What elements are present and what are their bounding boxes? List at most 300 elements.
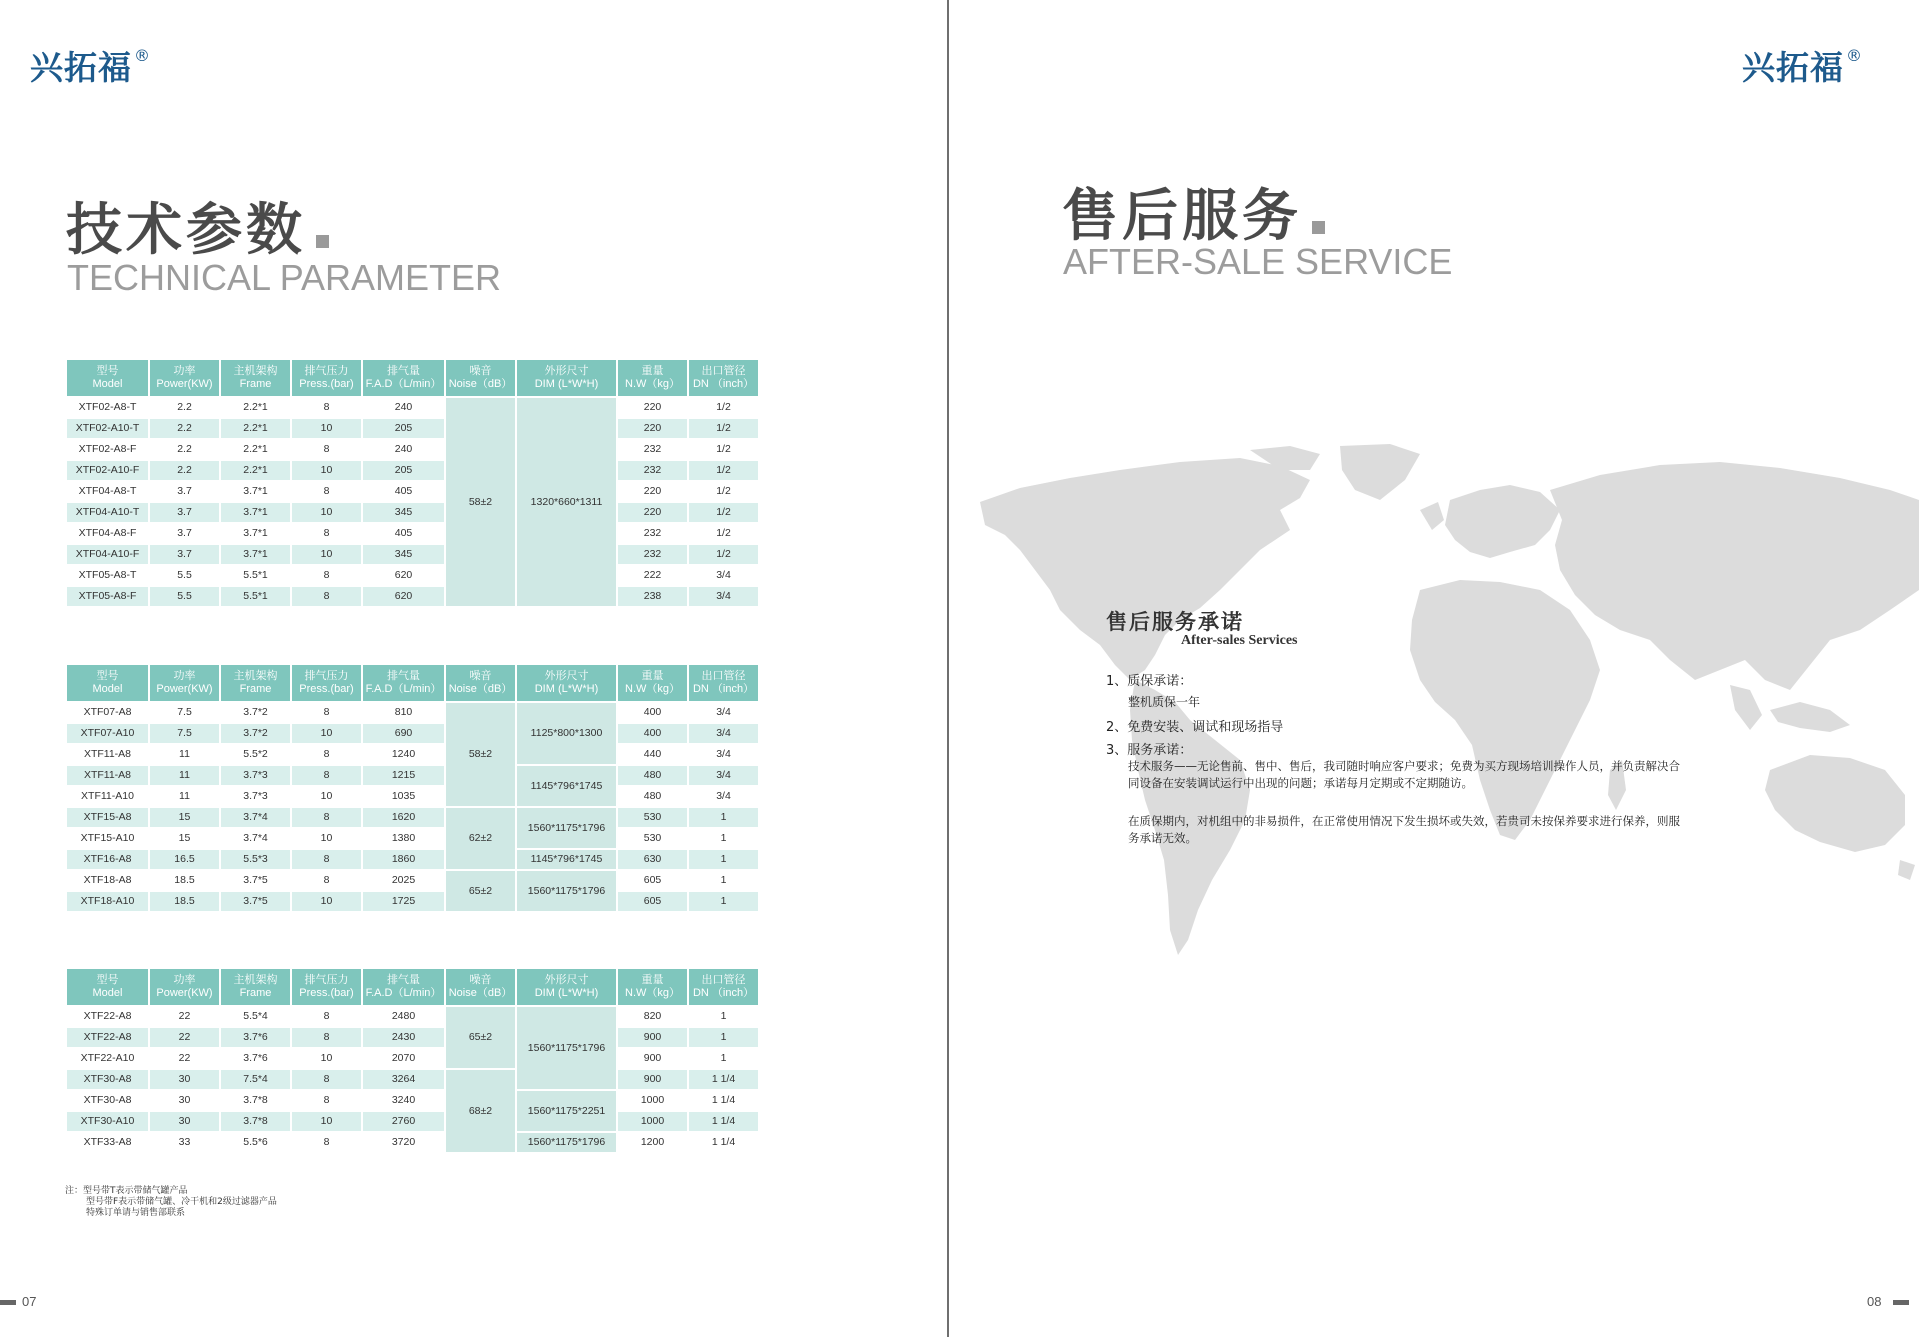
table-cell: 30 xyxy=(149,1069,220,1090)
table-cell: 16.5 xyxy=(149,849,220,870)
table-cell: 2.2 xyxy=(149,397,220,418)
table-cell: 3240 xyxy=(362,1090,445,1111)
table-cell: 5.5*1 xyxy=(220,565,291,586)
table-cell: 2.2*1 xyxy=(220,460,291,481)
page-subtitle: TECHNICAL PARAMETER xyxy=(67,257,502,298)
page-title-right-text: 售后服务 xyxy=(1062,184,1302,249)
note-line-2: 型号带F表示带储气罐、冷干机和2级过滤器产品 xyxy=(86,1197,277,1207)
table-row xyxy=(66,544,759,565)
table-cell: 2760 xyxy=(362,1111,445,1132)
table-cell: 3.7 xyxy=(149,502,220,523)
table-cell: XTF22-A8 xyxy=(66,1027,149,1048)
table-cell: 220 xyxy=(617,418,688,439)
column-header xyxy=(149,664,220,702)
table-cell: 3.7*3 xyxy=(220,765,291,786)
table-cell: 1 xyxy=(688,891,759,912)
column-header xyxy=(362,968,445,1006)
column-header-en: Press.(bar) xyxy=(299,683,354,695)
world-map-illustration xyxy=(950,440,1919,960)
column-header-cn: 排气压力 xyxy=(304,670,349,682)
page-title-text: 技术参数 xyxy=(66,198,306,263)
table-cell: 1240 xyxy=(362,744,445,765)
column-header xyxy=(220,968,291,1006)
table-row xyxy=(66,1132,759,1153)
table-cell: 3.7*6 xyxy=(220,1027,291,1048)
table-cell: 1560*1175*1796 xyxy=(516,1132,617,1153)
table-cell: 5.5 xyxy=(149,586,220,607)
table-cell: 1/2 xyxy=(688,523,759,544)
table-cell: 30 xyxy=(149,1111,220,1132)
table-cell: 232 xyxy=(617,544,688,565)
column-header-cn: 出口管径 xyxy=(701,974,746,986)
table-cell: 3264 xyxy=(362,1069,445,1090)
note-line-1: 注：型号带T表示带储气罐产品 xyxy=(65,1186,188,1196)
table-cell: 10 xyxy=(291,502,362,523)
table-cell: 3/4 xyxy=(688,565,759,586)
column-header xyxy=(362,359,445,397)
table-cell: 400 xyxy=(617,723,688,744)
brand-logo xyxy=(30,42,151,89)
table-cell: XTF02-A8-F xyxy=(66,439,149,460)
table-cell: 58±2 xyxy=(445,397,516,607)
table-cell: 10 xyxy=(291,723,362,744)
table-cell: 220 xyxy=(617,397,688,418)
table-cell: 3/4 xyxy=(688,786,759,807)
column-header xyxy=(688,359,759,397)
column-header-cn: 外形尺寸 xyxy=(544,365,589,377)
column-header-en: Power(KW) xyxy=(156,683,213,695)
page-subtitle-right: AFTER-SALE SERVICE xyxy=(1063,241,1453,282)
table-cell: XTF11-A10 xyxy=(66,786,149,807)
table-cell: 205 xyxy=(362,460,445,481)
service-paragraph-1: 技术服务——无论售前、售中、售后，我司随时响应客户要求；免费为买方现场培训操作人员，并负责解决合同设备在安装调试运行中出现的问题；承诺每月定期或不定期随访。 xyxy=(1128,759,1680,790)
column-header-en: Press.(bar) xyxy=(299,987,354,999)
table-cell: 2025 xyxy=(362,870,445,891)
table-cell: XTF18-A10 xyxy=(66,891,149,912)
table-cell: 68±2 xyxy=(445,1069,516,1153)
column-header-cn: 型号 xyxy=(96,365,119,377)
table-cell: 2.2*1 xyxy=(220,418,291,439)
column-header-cn: 外形尺寸 xyxy=(544,670,589,682)
table-cell: 8 xyxy=(291,586,362,607)
column-header-cn: 功率 xyxy=(173,974,196,986)
note-line-3: 特殊订单请与销售部联系 xyxy=(86,1208,186,1218)
page-marker-icon xyxy=(0,1300,16,1305)
column-header-cn: 功率 xyxy=(173,365,196,377)
column-header xyxy=(362,664,445,702)
table-row xyxy=(66,523,759,544)
table-cell: XTF05-A8-T xyxy=(66,565,149,586)
table-cell: 345 xyxy=(362,502,445,523)
table-cell: 8 xyxy=(291,702,362,723)
table-row xyxy=(66,1048,759,1069)
page-divider xyxy=(947,0,949,1337)
table-cell: 1 xyxy=(688,1027,759,1048)
table-cell: 1/2 xyxy=(688,460,759,481)
table-cell: 1 xyxy=(688,870,759,891)
table-cell: 1 xyxy=(688,1006,759,1027)
table-cell: 405 xyxy=(362,481,445,502)
service-section-title: 售后服务承诺 xyxy=(1106,610,1244,634)
table-cell: 7.5 xyxy=(149,702,220,723)
table-cell: 480 xyxy=(617,786,688,807)
table-cell: 1 xyxy=(688,1048,759,1069)
table-cell: 1200 xyxy=(617,1132,688,1153)
table-cell: 10 xyxy=(291,891,362,912)
table-cell: 33 xyxy=(149,1132,220,1153)
right-page xyxy=(950,0,1919,1337)
table-cell: 1/2 xyxy=(688,502,759,523)
table-row xyxy=(66,891,759,912)
column-header xyxy=(617,664,688,702)
table-cell: XTF02-A8-T xyxy=(66,397,149,418)
table-cell: 1 xyxy=(688,849,759,870)
table-row xyxy=(66,828,759,849)
table-cell: 1035 xyxy=(362,786,445,807)
table-cell: 900 xyxy=(617,1069,688,1090)
column-header-en: DIM (L*W*H) xyxy=(534,683,599,695)
column-header-cn: 排气量 xyxy=(387,365,420,377)
column-header-en: DN （inch） xyxy=(692,378,755,390)
table-cell: 205 xyxy=(362,418,445,439)
table-cell: 1/2 xyxy=(688,418,759,439)
table-cell: 3.7*5 xyxy=(220,891,291,912)
table-cell: 22 xyxy=(149,1006,220,1027)
table-cell: 3.7*6 xyxy=(220,1048,291,1069)
table-cell: 1560*1175*1796 xyxy=(516,870,617,912)
table-cell: XTF30-A10 xyxy=(66,1111,149,1132)
table-cell: 10 xyxy=(291,544,362,565)
table-cell: 8 xyxy=(291,870,362,891)
spec-table-3 xyxy=(65,967,760,1154)
table-cell: 3.7*8 xyxy=(220,1111,291,1132)
column-header-en: Model xyxy=(92,683,123,695)
table-cell: 900 xyxy=(617,1048,688,1069)
title-square-icon-right xyxy=(1312,221,1325,234)
column-header-cn: 排气量 xyxy=(387,974,420,986)
table-cell: 3720 xyxy=(362,1132,445,1153)
left-page xyxy=(0,0,948,1337)
table-cell: XTF15-A8 xyxy=(66,807,149,828)
title-square-icon xyxy=(316,235,329,248)
table-cell: XTF02-A10-F xyxy=(66,460,149,481)
table-row xyxy=(66,849,759,870)
table-cell: XTF30-A8 xyxy=(66,1090,149,1111)
column-header xyxy=(149,359,220,397)
column-header xyxy=(445,359,516,397)
table-cell: 10 xyxy=(291,1111,362,1132)
table-cell: 3.7 xyxy=(149,544,220,565)
table-row xyxy=(66,870,759,891)
column-header-en: N.W（kg） xyxy=(625,987,680,999)
table-cell: 2070 xyxy=(362,1048,445,1069)
service-item-1: 1、质保承诺： xyxy=(1106,674,1193,689)
column-header-cn: 主机架构 xyxy=(233,670,278,682)
table-cell: 2.2 xyxy=(149,418,220,439)
column-header-en: N.W（kg） xyxy=(625,683,680,695)
table-cell: 8 xyxy=(291,439,362,460)
table-cell: 630 xyxy=(617,849,688,870)
table-cell: 1/2 xyxy=(688,439,759,460)
table-cell: 3.7*1 xyxy=(220,481,291,502)
table-cell: 15 xyxy=(149,828,220,849)
table-row xyxy=(66,807,759,828)
table-row xyxy=(66,502,759,523)
table-cell: 530 xyxy=(617,807,688,828)
table-cell: 1 1/4 xyxy=(688,1069,759,1090)
table-cell: 5.5*4 xyxy=(220,1006,291,1027)
table-row xyxy=(66,439,759,460)
table-cell: 3/4 xyxy=(688,702,759,723)
table-row xyxy=(66,1027,759,1048)
service-item-3: 3、服务承诺： xyxy=(1106,743,1193,758)
table-cell: 480 xyxy=(617,765,688,786)
column-header-en: Frame xyxy=(239,987,272,999)
column-header-cn: 噪音 xyxy=(469,974,492,986)
column-header-en: N.W（kg） xyxy=(625,378,680,390)
table-row xyxy=(66,1069,759,1090)
table-cell: 3.7*8 xyxy=(220,1090,291,1111)
table-cell: 5.5*3 xyxy=(220,849,291,870)
table-cell: 2.2 xyxy=(149,460,220,481)
column-header xyxy=(220,664,291,702)
table-cell: 820 xyxy=(617,1006,688,1027)
table-cell: 345 xyxy=(362,544,445,565)
column-header-en: Noise（dB） xyxy=(448,987,513,999)
table-cell: 11 xyxy=(149,786,220,807)
table-cell: 1 1/4 xyxy=(688,1090,759,1111)
table-cell: 2480 xyxy=(362,1006,445,1027)
column-header xyxy=(220,359,291,397)
column-header-en: Power(KW) xyxy=(156,987,213,999)
table-cell: 10 xyxy=(291,418,362,439)
table-cell: 1 xyxy=(688,828,759,849)
table-cell: XTF15-A10 xyxy=(66,828,149,849)
table-cell: XTF07-A8 xyxy=(66,702,149,723)
column-header xyxy=(66,664,149,702)
table-cell: 232 xyxy=(617,523,688,544)
table-cell: 62±2 xyxy=(445,807,516,870)
table-cell: 22 xyxy=(149,1027,220,1048)
table-cell: 7.5 xyxy=(149,723,220,744)
table-cell: 3.7*5 xyxy=(220,870,291,891)
table-cell: 220 xyxy=(617,481,688,502)
table-row xyxy=(66,744,759,765)
service-item-1-detail: 整机质保一年 xyxy=(1128,695,1201,709)
column-header-cn: 出口管径 xyxy=(701,670,746,682)
table-cell: 8 xyxy=(291,523,362,544)
table-cell: XTF33-A8 xyxy=(66,1132,149,1153)
column-header xyxy=(291,968,362,1006)
table-cell: 5.5*2 xyxy=(220,744,291,765)
table-cell: 10 xyxy=(291,1048,362,1069)
table-cell: 2430 xyxy=(362,1027,445,1048)
table-cell: 3.7*2 xyxy=(220,723,291,744)
table-cell: 10 xyxy=(291,786,362,807)
table-cell: 8 xyxy=(291,1090,362,1111)
table-cell: 3.7 xyxy=(149,481,220,502)
table-cell: 222 xyxy=(617,565,688,586)
table-cell: 1000 xyxy=(617,1111,688,1132)
table-cell: 30 xyxy=(149,1090,220,1111)
table-cell: 620 xyxy=(362,565,445,586)
table-cell: 11 xyxy=(149,744,220,765)
table-cell: 605 xyxy=(617,870,688,891)
registered-mark: ® xyxy=(134,46,151,65)
table-cell: 1320*660*1311 xyxy=(516,397,617,607)
column-header-en: Power(KW) xyxy=(156,378,213,390)
column-header xyxy=(688,664,759,702)
table-note xyxy=(65,1186,277,1219)
table-cell: XTF04-A8-T xyxy=(66,481,149,502)
table-row xyxy=(66,586,759,607)
table-cell: 8 xyxy=(291,1069,362,1090)
table-cell: 1 xyxy=(688,807,759,828)
table-row xyxy=(66,565,759,586)
table-cell: 232 xyxy=(617,439,688,460)
column-header-en: DIM (L*W*H) xyxy=(534,987,599,999)
column-header-cn: 型号 xyxy=(96,670,119,682)
table-cell: 1215 xyxy=(362,765,445,786)
column-header-en: Press.(bar) xyxy=(299,378,354,390)
table-cell: 3.7*4 xyxy=(220,828,291,849)
table-row xyxy=(66,1090,759,1111)
table-cell: 605 xyxy=(617,891,688,912)
column-header-en: Frame xyxy=(239,378,272,390)
column-header-cn: 重量 xyxy=(641,365,664,377)
page-number: 07 xyxy=(22,1294,37,1309)
table-cell: 3.7*1 xyxy=(220,523,291,544)
table-cell: 440 xyxy=(617,744,688,765)
table-cell: XTF04-A10-T xyxy=(66,502,149,523)
column-header-cn: 噪音 xyxy=(469,365,492,377)
table-cell: XTF18-A8 xyxy=(66,870,149,891)
table-cell: 3/4 xyxy=(688,765,759,786)
table-cell: 240 xyxy=(362,397,445,418)
column-header xyxy=(291,359,362,397)
column-header xyxy=(617,968,688,1006)
spec-table-2 xyxy=(65,663,760,913)
brand-logo-right xyxy=(1742,42,1863,89)
column-header xyxy=(66,968,149,1006)
table-cell: 400 xyxy=(617,702,688,723)
table-row xyxy=(66,723,759,744)
column-header-cn: 型号 xyxy=(96,974,119,986)
table-cell: 1560*1175*2251 xyxy=(516,1090,617,1132)
table-cell: 810 xyxy=(362,702,445,723)
column-header xyxy=(688,968,759,1006)
table-cell: 2.2*1 xyxy=(220,397,291,418)
table-cell: 1145*796*1745 xyxy=(516,765,617,807)
table-cell: 3/4 xyxy=(688,744,759,765)
column-header-cn: 出口管径 xyxy=(701,365,746,377)
page-title xyxy=(66,186,329,266)
table-cell: 1 1/4 xyxy=(688,1111,759,1132)
table-cell: XTF11-A8 xyxy=(66,765,149,786)
logo-text: 兴拓福 xyxy=(30,48,132,87)
column-header-cn: 排气压力 xyxy=(304,365,349,377)
table-cell: 10 xyxy=(291,828,362,849)
table-cell: 530 xyxy=(617,828,688,849)
table-cell: 3/4 xyxy=(688,723,759,744)
column-header xyxy=(66,359,149,397)
table-cell: 65±2 xyxy=(445,870,516,912)
table-cell: 8 xyxy=(291,765,362,786)
table-cell: 2.2 xyxy=(149,439,220,460)
table-cell: 1860 xyxy=(362,849,445,870)
table-cell: XTF04-A10-F xyxy=(66,544,149,565)
table-cell: 58±2 xyxy=(445,702,516,807)
column-header-en: Noise（dB） xyxy=(448,683,513,695)
table-cell: 8 xyxy=(291,1006,362,1027)
table-cell: 238 xyxy=(617,586,688,607)
column-header-en: DN （inch） xyxy=(692,683,755,695)
table-cell: 1560*1175*1796 xyxy=(516,807,617,849)
column-header-en: DN （inch） xyxy=(692,987,755,999)
table-cell: XTF22-A10 xyxy=(66,1048,149,1069)
table-cell: 8 xyxy=(291,397,362,418)
table-cell: 1145*796*1745 xyxy=(516,849,617,870)
table-cell: 3.7*1 xyxy=(220,544,291,565)
table-row xyxy=(66,481,759,502)
table-row xyxy=(66,397,759,418)
registered-mark-right: ® xyxy=(1846,46,1863,65)
service-item-2: 2、免费安装、调试和现场指导 xyxy=(1106,720,1284,735)
column-header-cn: 噪音 xyxy=(469,670,492,682)
table-cell: 405 xyxy=(362,523,445,544)
table-cell: 8 xyxy=(291,1132,362,1153)
table-cell: 240 xyxy=(362,439,445,460)
column-header xyxy=(617,359,688,397)
table-cell: 8 xyxy=(291,565,362,586)
table-row xyxy=(66,702,759,723)
column-header-en: Model xyxy=(92,987,123,999)
table-cell: 1380 xyxy=(362,828,445,849)
table-cell: 1/2 xyxy=(688,397,759,418)
table-cell: XTF30-A8 xyxy=(66,1069,149,1090)
table-cell: 1/2 xyxy=(688,481,759,502)
table-cell: 10 xyxy=(291,460,362,481)
page-marker-icon-right xyxy=(1893,1300,1909,1305)
column-header xyxy=(516,664,617,702)
table-cell: 3.7*4 xyxy=(220,807,291,828)
column-header xyxy=(516,968,617,1006)
column-header-cn: 主机架构 xyxy=(233,365,278,377)
table-cell: 65±2 xyxy=(445,1006,516,1069)
table-cell: 1725 xyxy=(362,891,445,912)
table-cell: 15 xyxy=(149,807,220,828)
column-header-cn: 排气量 xyxy=(387,670,420,682)
table-cell: 22 xyxy=(149,1048,220,1069)
table-cell: 3.7*3 xyxy=(220,786,291,807)
table-cell: 11 xyxy=(149,765,220,786)
table-cell: XTF04-A8-F xyxy=(66,523,149,544)
table-cell: XTF22-A8 xyxy=(66,1006,149,1027)
table-cell: XTF02-A10-T xyxy=(66,418,149,439)
table-cell: 1 1/4 xyxy=(688,1132,759,1153)
table-cell: 8 xyxy=(291,744,362,765)
table-cell: 3.7 xyxy=(149,523,220,544)
table-cell: 232 xyxy=(617,460,688,481)
table-cell: 3.7*2 xyxy=(220,702,291,723)
table-cell: 8 xyxy=(291,807,362,828)
column-header xyxy=(291,664,362,702)
table-row xyxy=(66,786,759,807)
table-cell: 18.5 xyxy=(149,870,220,891)
table-cell: 2.2*1 xyxy=(220,439,291,460)
table-row xyxy=(66,1111,759,1132)
table-cell: 1620 xyxy=(362,807,445,828)
